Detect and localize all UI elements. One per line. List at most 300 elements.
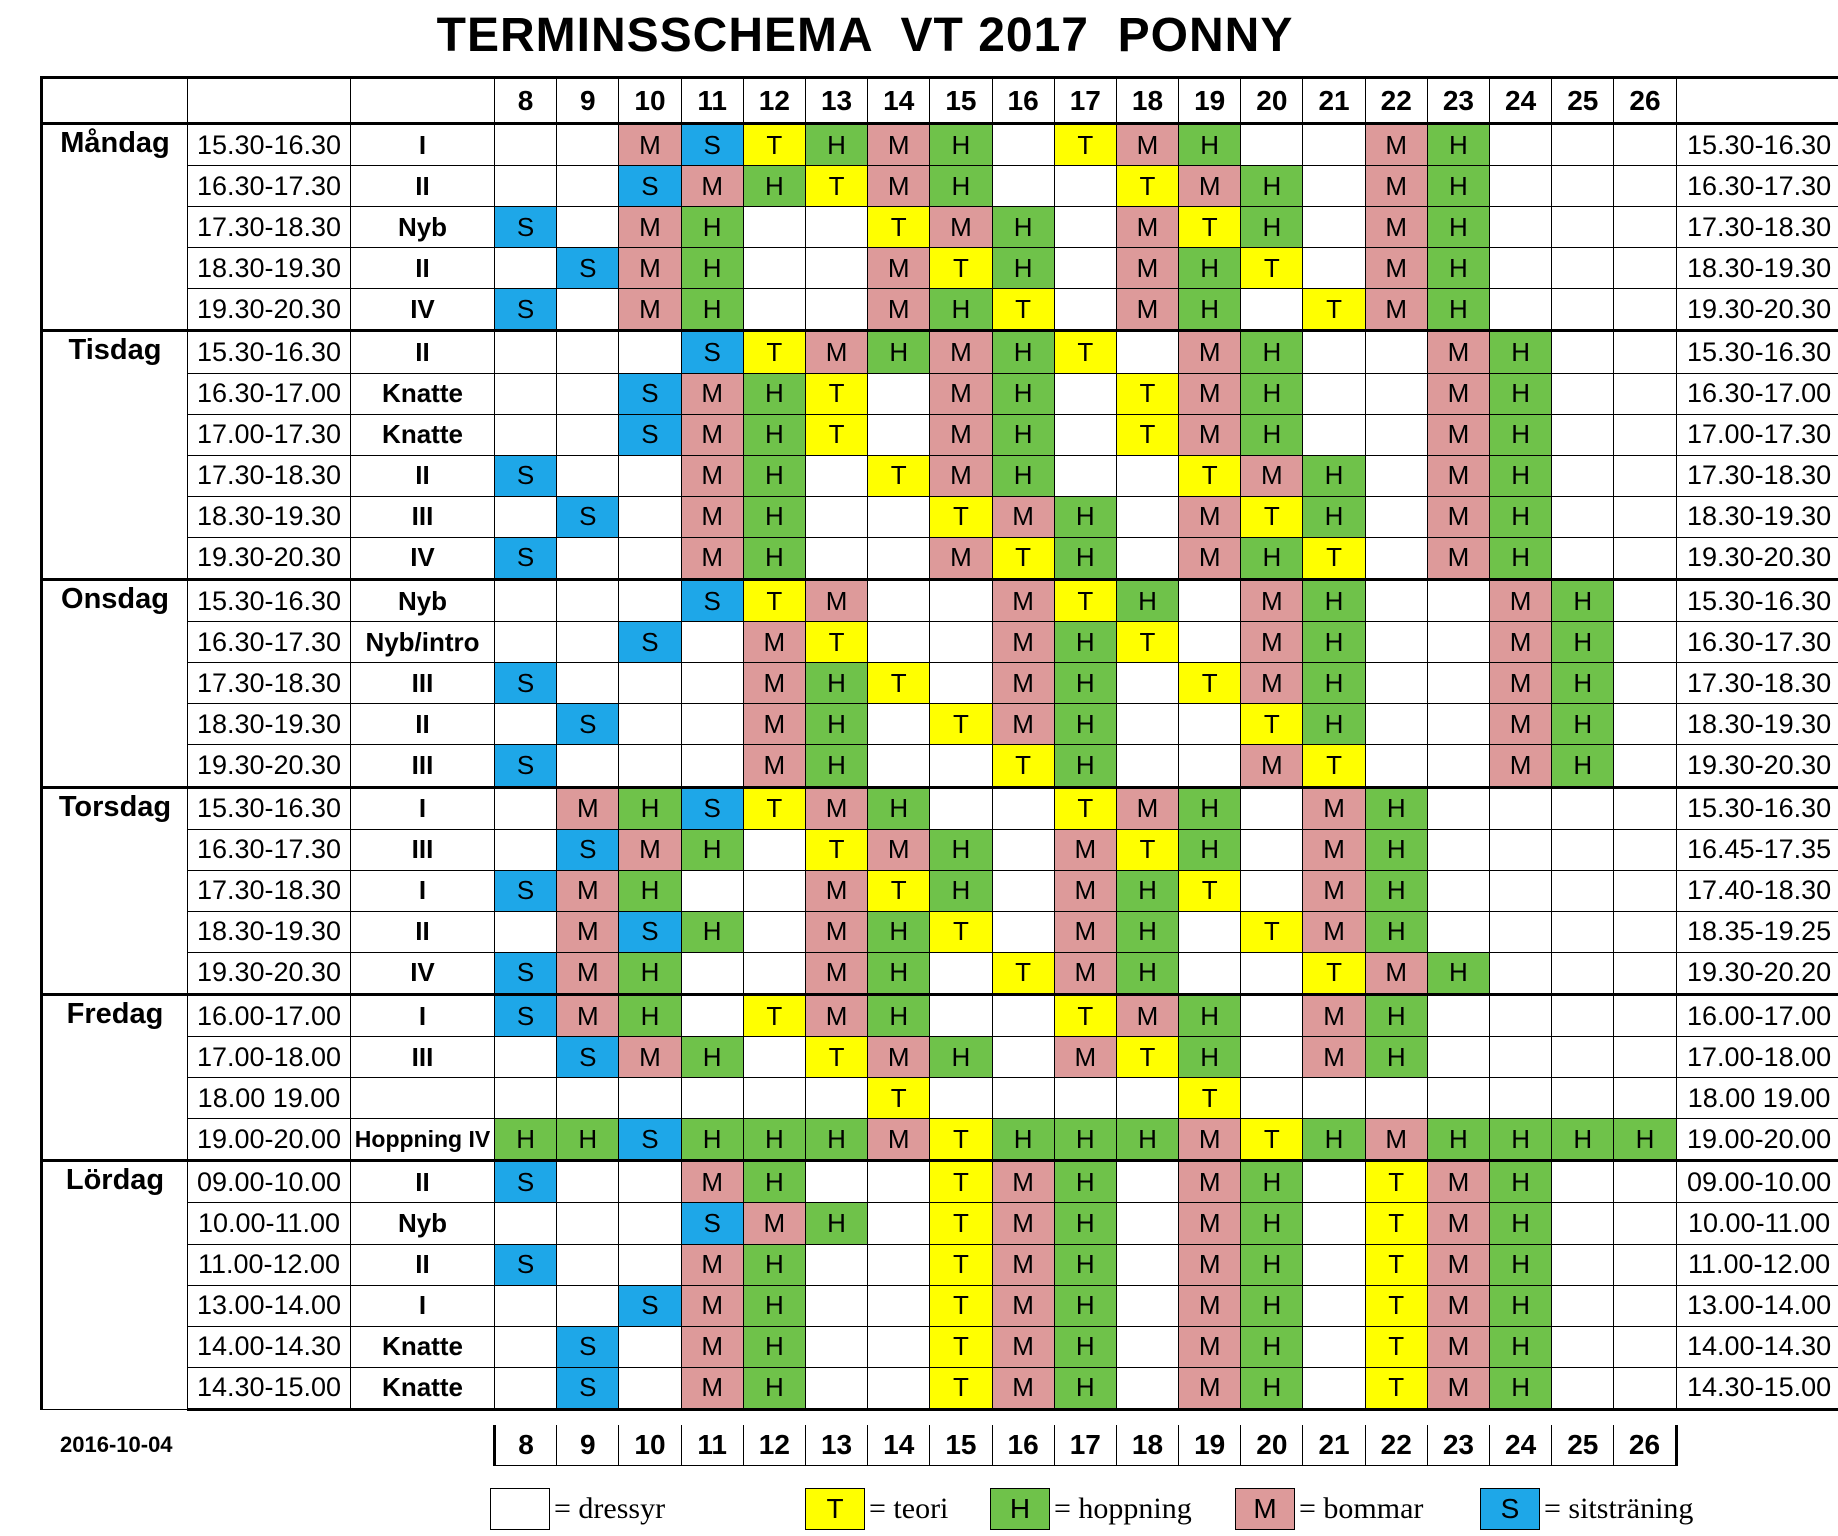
lesson-cell bbox=[1490, 787, 1552, 829]
lesson-cell: T bbox=[1241, 911, 1303, 952]
lesson-cell bbox=[1054, 373, 1116, 414]
lesson-cell: H bbox=[1179, 248, 1241, 289]
lesson-cell bbox=[1552, 166, 1614, 207]
lesson-cell: H bbox=[743, 1119, 805, 1161]
lesson-cell: H bbox=[868, 952, 930, 994]
lesson-cell bbox=[1054, 207, 1116, 248]
lesson-cell: T bbox=[1054, 787, 1116, 829]
lesson-cell: S bbox=[619, 166, 681, 207]
time-slot: 10.00-11.00 bbox=[188, 1203, 351, 1244]
lesson-cell: H bbox=[1490, 1367, 1552, 1409]
lesson-cell: M bbox=[1116, 124, 1178, 166]
lesson-cell bbox=[1241, 994, 1303, 1036]
week-footer: 24 bbox=[1490, 1425, 1552, 1466]
lesson-cell bbox=[1552, 373, 1614, 414]
day-label: Fredag bbox=[42, 994, 188, 1160]
lesson-cell bbox=[1614, 1244, 1676, 1285]
lesson-cell: H bbox=[1490, 1161, 1552, 1203]
lesson-cell bbox=[619, 537, 681, 579]
lesson-cell bbox=[495, 124, 557, 166]
lesson-cell bbox=[1116, 704, 1178, 745]
lesson-cell: H bbox=[1054, 1244, 1116, 1285]
lesson-cell: H bbox=[805, 1203, 867, 1244]
lesson-cell: M bbox=[557, 787, 619, 829]
lesson-cell: H bbox=[1490, 1326, 1552, 1367]
time-slot: 17.00-17.30 bbox=[188, 414, 351, 455]
schedule-row bbox=[42, 745, 1838, 787]
lesson-cell: H bbox=[1241, 1326, 1303, 1367]
legend-label: = teori bbox=[869, 1492, 949, 1525]
lesson-cell: H bbox=[1241, 166, 1303, 207]
lesson-cell bbox=[743, 1078, 805, 1119]
time-slot: 17.30-18.30 bbox=[188, 663, 351, 704]
lesson-cell: T bbox=[1116, 373, 1178, 414]
group-level: II bbox=[351, 911, 495, 952]
lesson-cell: M bbox=[1303, 1037, 1365, 1078]
time-slot-right: 19.00-20.00 bbox=[1676, 1119, 1838, 1161]
group-level: IV bbox=[351, 952, 495, 994]
lesson-cell bbox=[1427, 622, 1489, 663]
lesson-cell: H bbox=[743, 373, 805, 414]
lesson-cell bbox=[868, 414, 930, 455]
lesson-cell: H bbox=[805, 704, 867, 745]
lesson-cell bbox=[557, 124, 619, 166]
lesson-cell bbox=[1179, 580, 1241, 622]
lesson-cell: H bbox=[1427, 952, 1489, 994]
lesson-cell: H bbox=[1490, 373, 1552, 414]
lesson-cell: T bbox=[1054, 331, 1116, 373]
lesson-cell: S bbox=[681, 580, 743, 622]
lesson-cell: H bbox=[1116, 870, 1178, 911]
lesson-cell bbox=[619, 745, 681, 787]
lesson-cell bbox=[1054, 248, 1116, 289]
group-level: III bbox=[351, 745, 495, 787]
lesson-cell bbox=[1427, 994, 1489, 1036]
lesson-cell: M bbox=[930, 373, 992, 414]
lesson-cell bbox=[1614, 537, 1676, 579]
lesson-cell: H bbox=[1179, 124, 1241, 166]
lesson-cell bbox=[495, 1203, 557, 1244]
time-slot-right: 16.00-17.00 bbox=[1676, 994, 1838, 1036]
lesson-cell: H bbox=[1116, 1119, 1178, 1161]
lesson-cell: H bbox=[1241, 414, 1303, 455]
lesson-cell bbox=[1552, 1161, 1614, 1203]
week-header: 11 bbox=[681, 78, 743, 124]
lesson-cell bbox=[1179, 622, 1241, 663]
week-footer: 9 bbox=[557, 1425, 619, 1466]
lesson-cell bbox=[557, 455, 619, 496]
lesson-cell bbox=[681, 704, 743, 745]
lesson-cell: H bbox=[930, 1037, 992, 1078]
lesson-cell bbox=[1552, 207, 1614, 248]
legend-swatch: T bbox=[805, 1488, 865, 1530]
lesson-cell: H bbox=[1427, 207, 1489, 248]
lesson-cell bbox=[1303, 207, 1365, 248]
lesson-cell: H bbox=[557, 1119, 619, 1161]
lesson-cell bbox=[1490, 994, 1552, 1036]
lesson-cell: T bbox=[1179, 663, 1241, 704]
lesson-cell bbox=[1365, 663, 1427, 704]
lesson-cell: T bbox=[1303, 537, 1365, 579]
lesson-cell: T bbox=[992, 745, 1054, 787]
lesson-cell bbox=[1365, 622, 1427, 663]
group-level: I bbox=[351, 870, 495, 911]
lesson-cell: H bbox=[930, 829, 992, 870]
lesson-cell bbox=[805, 1326, 867, 1367]
group-level: II bbox=[351, 704, 495, 745]
lesson-cell: S bbox=[681, 331, 743, 373]
lesson-cell: T bbox=[1365, 1367, 1427, 1409]
week-header: 25 bbox=[1552, 78, 1614, 124]
lesson-cell bbox=[495, 787, 557, 829]
lesson-cell bbox=[930, 745, 992, 787]
lesson-cell bbox=[930, 622, 992, 663]
schedule-row bbox=[42, 994, 1838, 1036]
lesson-cell: H bbox=[1241, 1367, 1303, 1409]
lesson-cell: M bbox=[1241, 580, 1303, 622]
lesson-cell: H bbox=[1054, 1285, 1116, 1326]
schedule-row bbox=[42, 1326, 1838, 1367]
lesson-cell bbox=[619, 455, 681, 496]
lesson-cell bbox=[1490, 911, 1552, 952]
lesson-cell bbox=[1427, 580, 1489, 622]
lesson-cell: T bbox=[868, 1078, 930, 1119]
legend-label: = sitsträning bbox=[1544, 1492, 1694, 1525]
lesson-cell bbox=[619, 331, 681, 373]
lesson-cell: S bbox=[495, 994, 557, 1036]
group-level: Nyb bbox=[351, 580, 495, 622]
lesson-cell bbox=[1614, 829, 1676, 870]
lesson-cell: T bbox=[1054, 994, 1116, 1036]
lesson-cell: M bbox=[1490, 580, 1552, 622]
lesson-cell: T bbox=[805, 414, 867, 455]
lesson-cell: T bbox=[930, 1203, 992, 1244]
lesson-cell bbox=[1552, 248, 1614, 289]
lesson-cell: M bbox=[1490, 622, 1552, 663]
lesson-cell: S bbox=[619, 373, 681, 414]
lesson-cell: M bbox=[1490, 704, 1552, 745]
lesson-cell: H bbox=[868, 994, 930, 1036]
lesson-cell: T bbox=[743, 124, 805, 166]
lesson-cell bbox=[805, 1161, 867, 1203]
lesson-cell: M bbox=[930, 414, 992, 455]
lesson-cell bbox=[1303, 1285, 1365, 1326]
lesson-cell: H bbox=[805, 1119, 867, 1161]
lesson-cell: T bbox=[1179, 207, 1241, 248]
lesson-cell: S bbox=[619, 911, 681, 952]
lesson-cell: M bbox=[743, 663, 805, 704]
lesson-cell: M bbox=[1179, 1161, 1241, 1203]
lesson-cell: H bbox=[930, 166, 992, 207]
schedule-row bbox=[42, 331, 1838, 373]
lesson-cell: M bbox=[930, 331, 992, 373]
lesson-cell bbox=[992, 994, 1054, 1036]
lesson-cell: M bbox=[1365, 248, 1427, 289]
lesson-cell bbox=[930, 1078, 992, 1119]
week-footer: 23 bbox=[1427, 1425, 1489, 1466]
lesson-cell bbox=[743, 1037, 805, 1078]
lesson-cell: T bbox=[930, 1326, 992, 1367]
schedule-row bbox=[42, 1203, 1838, 1244]
week-footer: 26 bbox=[1614, 1425, 1676, 1466]
lesson-cell bbox=[1552, 124, 1614, 166]
lesson-cell: H bbox=[1303, 663, 1365, 704]
lesson-cell bbox=[1116, 1285, 1178, 1326]
lesson-cell: M bbox=[1365, 124, 1427, 166]
lesson-cell bbox=[868, 622, 930, 663]
group-level: Nyb bbox=[351, 1203, 495, 1244]
lesson-cell bbox=[1552, 289, 1614, 331]
lesson-cell: T bbox=[930, 1119, 992, 1161]
lesson-cell bbox=[619, 1203, 681, 1244]
lesson-cell: M bbox=[1241, 663, 1303, 704]
lesson-cell: T bbox=[1179, 870, 1241, 911]
lesson-cell: H bbox=[805, 745, 867, 787]
time-slot: 15.30-16.30 bbox=[188, 331, 351, 373]
time-slot: 18.30-19.30 bbox=[188, 496, 351, 537]
lesson-cell bbox=[805, 1078, 867, 1119]
legend-swatch: S bbox=[1480, 1488, 1540, 1530]
lesson-cell: M bbox=[868, 829, 930, 870]
lesson-cell: M bbox=[681, 1244, 743, 1285]
legend-label: = hoppning bbox=[1054, 1492, 1192, 1525]
time-slot: 19.30-20.30 bbox=[188, 537, 351, 579]
lesson-cell bbox=[805, 207, 867, 248]
lesson-cell: S bbox=[495, 207, 557, 248]
lesson-cell: T bbox=[1303, 745, 1365, 787]
lesson-cell bbox=[1179, 704, 1241, 745]
lesson-cell: M bbox=[1427, 496, 1489, 537]
lesson-cell bbox=[557, 1078, 619, 1119]
lesson-cell: H bbox=[1054, 663, 1116, 704]
lesson-cell: S bbox=[495, 1161, 557, 1203]
lesson-cell bbox=[930, 952, 992, 994]
day-label: Lördag bbox=[42, 1161, 188, 1410]
lesson-cell: H bbox=[1116, 952, 1178, 994]
day-label: Onsdag bbox=[42, 580, 188, 787]
week-footer: 16 bbox=[992, 1425, 1054, 1466]
week-footer: 18 bbox=[1116, 1425, 1178, 1466]
lesson-cell: H bbox=[743, 414, 805, 455]
group-level: Knatte bbox=[351, 1326, 495, 1367]
lesson-cell bbox=[619, 1244, 681, 1285]
lesson-cell: H bbox=[1241, 1244, 1303, 1285]
lesson-cell: H bbox=[1241, 373, 1303, 414]
schedule-table bbox=[40, 76, 1838, 1411]
group-level: II bbox=[351, 1161, 495, 1203]
lesson-cell bbox=[868, 496, 930, 537]
lesson-cell: T bbox=[1116, 414, 1178, 455]
lesson-cell bbox=[681, 870, 743, 911]
time-slot-right: 16.45-17.35 bbox=[1676, 829, 1838, 870]
lesson-cell bbox=[1427, 745, 1489, 787]
schedule-row bbox=[42, 622, 1838, 663]
lesson-cell bbox=[868, 1161, 930, 1203]
lesson-cell: H bbox=[495, 1119, 557, 1161]
lesson-cell: H bbox=[743, 455, 805, 496]
lesson-cell: T bbox=[743, 580, 805, 622]
lesson-cell: M bbox=[681, 1285, 743, 1326]
lesson-cell bbox=[1427, 663, 1489, 704]
lesson-cell: H bbox=[1179, 994, 1241, 1036]
schedule-row bbox=[42, 289, 1838, 331]
lesson-cell bbox=[557, 1161, 619, 1203]
week-footer: 14 bbox=[868, 1425, 930, 1466]
lesson-cell bbox=[805, 289, 867, 331]
lesson-cell: H bbox=[1241, 537, 1303, 579]
lesson-cell bbox=[805, 537, 867, 579]
lesson-cell bbox=[1116, 663, 1178, 704]
lesson-cell: M bbox=[868, 248, 930, 289]
lesson-cell bbox=[1614, 911, 1676, 952]
week-footer: 19 bbox=[1179, 1425, 1241, 1466]
schedule-row bbox=[42, 1037, 1838, 1078]
lesson-cell: H bbox=[1427, 248, 1489, 289]
time-slot-right: 18.30-19.30 bbox=[1676, 496, 1838, 537]
lesson-cell: H bbox=[681, 829, 743, 870]
time-slot-right: 16.30-17.30 bbox=[1676, 622, 1838, 663]
lesson-cell: M bbox=[992, 1326, 1054, 1367]
lesson-cell bbox=[1614, 870, 1676, 911]
legend-label: = dressyr bbox=[554, 1492, 666, 1525]
lesson-cell bbox=[557, 1203, 619, 1244]
lesson-cell bbox=[557, 1244, 619, 1285]
lesson-cell bbox=[1614, 248, 1676, 289]
lesson-cell: H bbox=[1427, 1119, 1489, 1161]
lesson-cell: T bbox=[1116, 829, 1178, 870]
lesson-cell: T bbox=[868, 663, 930, 704]
schedule-row bbox=[42, 124, 1838, 166]
lesson-cell: T bbox=[1303, 289, 1365, 331]
group-level: III bbox=[351, 496, 495, 537]
week-footer: 25 bbox=[1552, 1425, 1614, 1466]
lesson-cell bbox=[619, 496, 681, 537]
schedule-row bbox=[42, 829, 1838, 870]
lesson-cell: S bbox=[495, 289, 557, 331]
lesson-cell: S bbox=[495, 663, 557, 704]
legend-label: = bommar bbox=[1299, 1492, 1424, 1525]
lesson-cell bbox=[1552, 537, 1614, 579]
lesson-cell bbox=[557, 537, 619, 579]
week-footer: 13 bbox=[805, 1425, 867, 1466]
group-level: IV bbox=[351, 537, 495, 579]
lesson-cell: T bbox=[1365, 1326, 1427, 1367]
lesson-cell bbox=[992, 124, 1054, 166]
week-footer: 12 bbox=[743, 1425, 805, 1466]
lesson-cell: H bbox=[1490, 496, 1552, 537]
lesson-cell: S bbox=[681, 1203, 743, 1244]
time-slot-right: 15.30-16.30 bbox=[1676, 787, 1838, 829]
lesson-cell: M bbox=[743, 745, 805, 787]
lesson-cell: M bbox=[1427, 1161, 1489, 1203]
lesson-cell bbox=[1552, 1367, 1614, 1409]
week-header: 13 bbox=[805, 78, 867, 124]
lesson-cell bbox=[1241, 1037, 1303, 1078]
legend-swatch: M bbox=[1235, 1488, 1295, 1530]
day-label: Måndag bbox=[42, 124, 188, 331]
week-footer: 22 bbox=[1365, 1425, 1427, 1466]
lesson-cell: M bbox=[743, 704, 805, 745]
lesson-cell bbox=[1614, 787, 1676, 829]
lesson-cell bbox=[1614, 496, 1676, 537]
group-level: II bbox=[351, 455, 495, 496]
lesson-cell: M bbox=[619, 829, 681, 870]
lesson-cell: M bbox=[619, 289, 681, 331]
lesson-cell bbox=[495, 1037, 557, 1078]
lesson-cell bbox=[1614, 166, 1676, 207]
time-slot: 18.30-19.30 bbox=[188, 248, 351, 289]
lesson-cell bbox=[1490, 124, 1552, 166]
week-footer: 17 bbox=[1054, 1425, 1116, 1466]
week-header: 21 bbox=[1303, 78, 1365, 124]
lesson-cell bbox=[557, 331, 619, 373]
lesson-cell bbox=[495, 373, 557, 414]
lesson-cell bbox=[930, 663, 992, 704]
lesson-cell: M bbox=[1179, 1203, 1241, 1244]
lesson-cell: H bbox=[1116, 580, 1178, 622]
lesson-cell: S bbox=[619, 1119, 681, 1161]
time-slot-right: 15.30-16.30 bbox=[1676, 124, 1838, 166]
lesson-cell: H bbox=[1490, 414, 1552, 455]
time-slot-right: 17.30-18.30 bbox=[1676, 207, 1838, 248]
lesson-cell: H bbox=[1490, 1285, 1552, 1326]
lesson-cell bbox=[495, 331, 557, 373]
group-level: III bbox=[351, 829, 495, 870]
lesson-cell bbox=[868, 537, 930, 579]
lesson-cell: S bbox=[557, 248, 619, 289]
group-level: Nyb/intro bbox=[351, 622, 495, 663]
lesson-cell: H bbox=[1365, 1037, 1427, 1078]
week-footer: 20 bbox=[1241, 1425, 1303, 1466]
lesson-cell: M bbox=[992, 1285, 1054, 1326]
lesson-cell: H bbox=[1241, 331, 1303, 373]
lesson-cell bbox=[1427, 829, 1489, 870]
week-header: 19 bbox=[1179, 78, 1241, 124]
week-footer: 10 bbox=[619, 1425, 681, 1466]
lesson-cell: M bbox=[805, 994, 867, 1036]
time-slot: 14.30-15.00 bbox=[188, 1367, 351, 1409]
header-empty-right bbox=[1676, 78, 1838, 124]
lesson-cell bbox=[1116, 1244, 1178, 1285]
legend-swatch bbox=[490, 1488, 550, 1530]
lesson-cell bbox=[1303, 414, 1365, 455]
lesson-cell bbox=[1179, 952, 1241, 994]
document-date: 2016-10-04 bbox=[60, 1432, 173, 1457]
lesson-cell: H bbox=[868, 911, 930, 952]
lesson-cell bbox=[1303, 373, 1365, 414]
lesson-cell: M bbox=[1365, 207, 1427, 248]
time-slot: 17.30-18.30 bbox=[188, 455, 351, 496]
time-slot-right: 18.35-19.25 bbox=[1676, 911, 1838, 952]
lesson-cell: M bbox=[805, 331, 867, 373]
lesson-cell: H bbox=[1241, 1285, 1303, 1326]
lesson-cell bbox=[681, 745, 743, 787]
schedule-row bbox=[42, 1244, 1838, 1285]
lesson-cell bbox=[495, 248, 557, 289]
lesson-cell: M bbox=[1179, 537, 1241, 579]
lesson-cell: M bbox=[1427, 1367, 1489, 1409]
group-level: I bbox=[351, 994, 495, 1036]
schedule-row bbox=[42, 787, 1838, 829]
lesson-cell: M bbox=[1303, 787, 1365, 829]
time-slot: 16.30-17.30 bbox=[188, 166, 351, 207]
lesson-cell bbox=[1490, 166, 1552, 207]
group-level: II bbox=[351, 166, 495, 207]
lesson-cell: H bbox=[992, 414, 1054, 455]
lesson-cell: H bbox=[1552, 704, 1614, 745]
lesson-cell: T bbox=[1241, 496, 1303, 537]
lesson-cell: M bbox=[1427, 1244, 1489, 1285]
